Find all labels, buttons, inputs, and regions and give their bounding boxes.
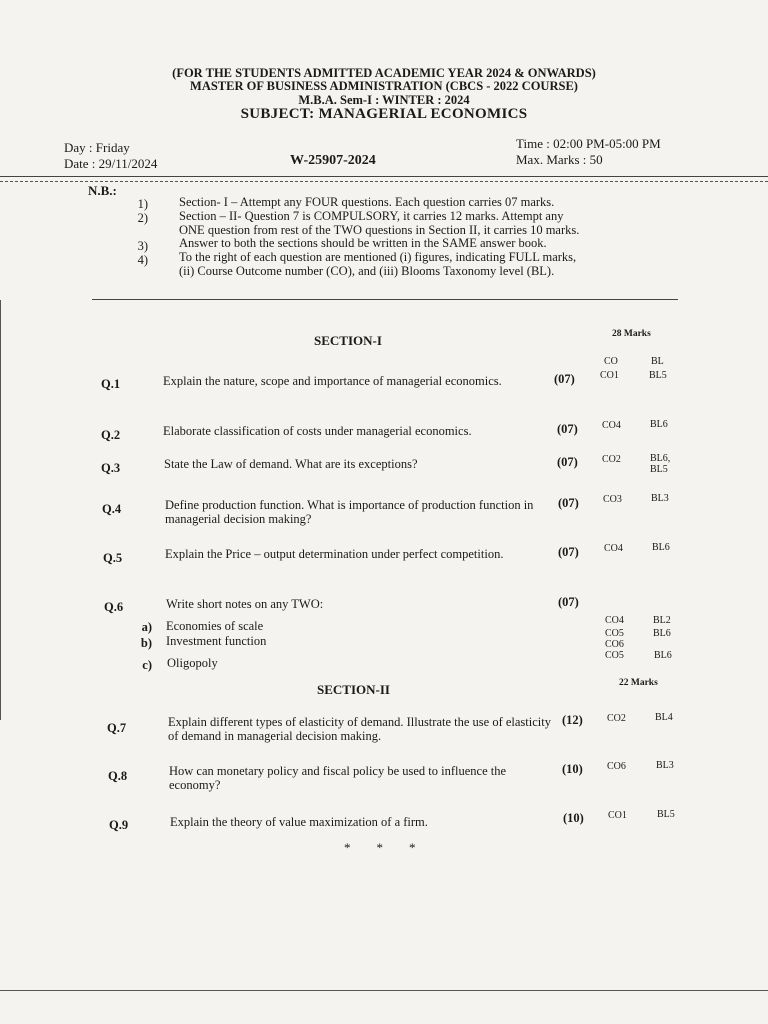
subquestion-text: Economies of scale [166, 619, 264, 633]
scan-edge-line [0, 300, 1, 720]
subquestion-co: CO5 CO6 [605, 628, 624, 650]
exam-date: Date : 29/11/2024 [64, 156, 158, 171]
question-co: CO2 [602, 454, 621, 465]
subquestion-letter: b) [140, 636, 152, 650]
question-co: CO1 [600, 370, 619, 381]
question-bl: BL5 [657, 809, 675, 820]
max-marks: Max. Marks : 50 [516, 152, 603, 167]
question-marks: (10) [562, 762, 583, 776]
question-number: Q.7 [107, 721, 127, 735]
end-of-paper-stars: * * * [344, 840, 416, 855]
question-bl: BL5 [649, 370, 667, 381]
question-co: CO4 [604, 543, 623, 554]
question-number: Q.2 [101, 428, 121, 442]
question-text: Explain the nature, scope and importance of managerial economics. [163, 374, 502, 388]
question-bl: BL3 [656, 760, 674, 771]
question-text: Explain the theory of value maximization of a firm. [170, 815, 428, 829]
scan-bottom-line [0, 990, 768, 991]
question-bl: BL4 [655, 712, 673, 723]
nb-title: N.B.: [88, 183, 117, 198]
subject-title: SUBJECT: MANAGERIAL ECONOMICS [240, 106, 528, 122]
question-number: Q.5 [103, 551, 123, 565]
header-line-1: (FOR THE STUDENTS ADMITTED ACADEMIC YEAR 2024 & ONWARDS) [172, 66, 596, 80]
subquestion-letter: a) [141, 620, 152, 634]
question-co: CO4 [602, 420, 621, 431]
question-marks: (07) [557, 455, 578, 469]
question-marks: (07) [554, 372, 575, 386]
question-co: CO3 [603, 494, 622, 505]
header-line-3: M.B.A. Sem-I : WINTER : 2024 [298, 93, 470, 107]
question-text: Define production function. What is importance of production function in managerial decision making? [165, 498, 534, 526]
nb-item-number: 1) [137, 197, 148, 211]
co-column-header: CO [604, 356, 618, 367]
question-number: Q.8 [108, 769, 128, 783]
section-2-title: SECTION-II [317, 682, 390, 697]
nb-item-number: 2) [137, 211, 148, 225]
subquestion-bl: BL6 [654, 650, 672, 661]
subquestion-bl: BL6 [653, 628, 671, 639]
question-bl: BL6, BL5 [650, 453, 671, 475]
question-co: CO6 [607, 761, 626, 772]
question-bl: BL6 [650, 419, 668, 430]
exam-day: Day : Friday [64, 140, 130, 155]
question-number: Q.9 [109, 818, 129, 832]
question-marks: (07) [558, 595, 579, 609]
nb-item-text: Section- I – Attempt any FOUR questions. Each question carries 07 marks. [179, 195, 555, 209]
question-marks: (07) [557, 422, 578, 436]
subquestion-letter: c) [142, 658, 152, 672]
question-number: Q.3 [101, 461, 121, 475]
nb-item-number: 4) [137, 253, 148, 267]
section-1-marks: 28 Marks [612, 329, 651, 339]
question-co: CO2 [607, 713, 626, 724]
subquestion-text: Investment function [166, 634, 267, 648]
question-marks: (07) [558, 545, 579, 559]
question-text: How can monetary policy and fiscal policy be used to influence the economy? [169, 764, 507, 792]
paper-code: W-25907-2024 [290, 153, 376, 168]
question-number: Q.1 [101, 377, 121, 391]
subquestion-co: CO5 [605, 650, 624, 661]
header-rule [0, 176, 768, 177]
question-bl: BL6 [652, 542, 670, 553]
section-2-marks: 22 Marks [619, 678, 658, 688]
bl-column-header: BL [651, 356, 664, 367]
question-marks: (10) [563, 811, 584, 825]
exam-time: Time : 02:00 PM-05:00 PM [516, 136, 661, 151]
question-number: Q.6 [104, 600, 124, 614]
question-number: Q.4 [102, 502, 122, 516]
subquestion-co: CO4 [605, 615, 624, 626]
question-text: Explain different types of elasticity of demand. Illustrate the use of elasticity of demand in managerial decision making. [168, 715, 551, 743]
question-text: Explain the Price – output determination under perfect competition. [165, 547, 504, 561]
nb-item-text: Answer to both the sections should be written in the SAME answer book. [179, 236, 547, 250]
question-text: Elaborate classification of costs under managerial economics. [163, 424, 472, 438]
header-dashed-rule [0, 181, 768, 182]
nb-item-number: 3) [137, 239, 148, 253]
question-co: CO1 [608, 810, 627, 821]
question-bl: BL3 [651, 493, 669, 504]
nb-item-text: To the right of each question are mentioned (i) figures, indicating FULL marks, (ii) Course Outcome number (CO), and (iii) Blooms Taxonomy level (BL). [179, 250, 577, 278]
question-text: State the Law of demand. What are its exceptions? [164, 457, 418, 471]
question-text: Write short notes on any TWO: [166, 597, 324, 611]
question-marks: (12) [562, 713, 583, 727]
section-1-title: SECTION-I [314, 333, 382, 348]
header-line-2: MASTER OF BUSINESS ADMINISTRATION (CBCS - 2022 COURSE) [190, 79, 578, 93]
nb-item-text: Section – II- Question 7 is COMPULSORY, it carries 12 marks. Attempt any ONE question from rest of the TWO questions in Section II, it carries 10 marks. [179, 209, 580, 237]
nb-rule [92, 299, 678, 300]
question-marks: (07) [558, 496, 579, 510]
subquestion-bl: BL2 [653, 615, 671, 626]
subquestion-text: Oligopoly [167, 656, 218, 670]
